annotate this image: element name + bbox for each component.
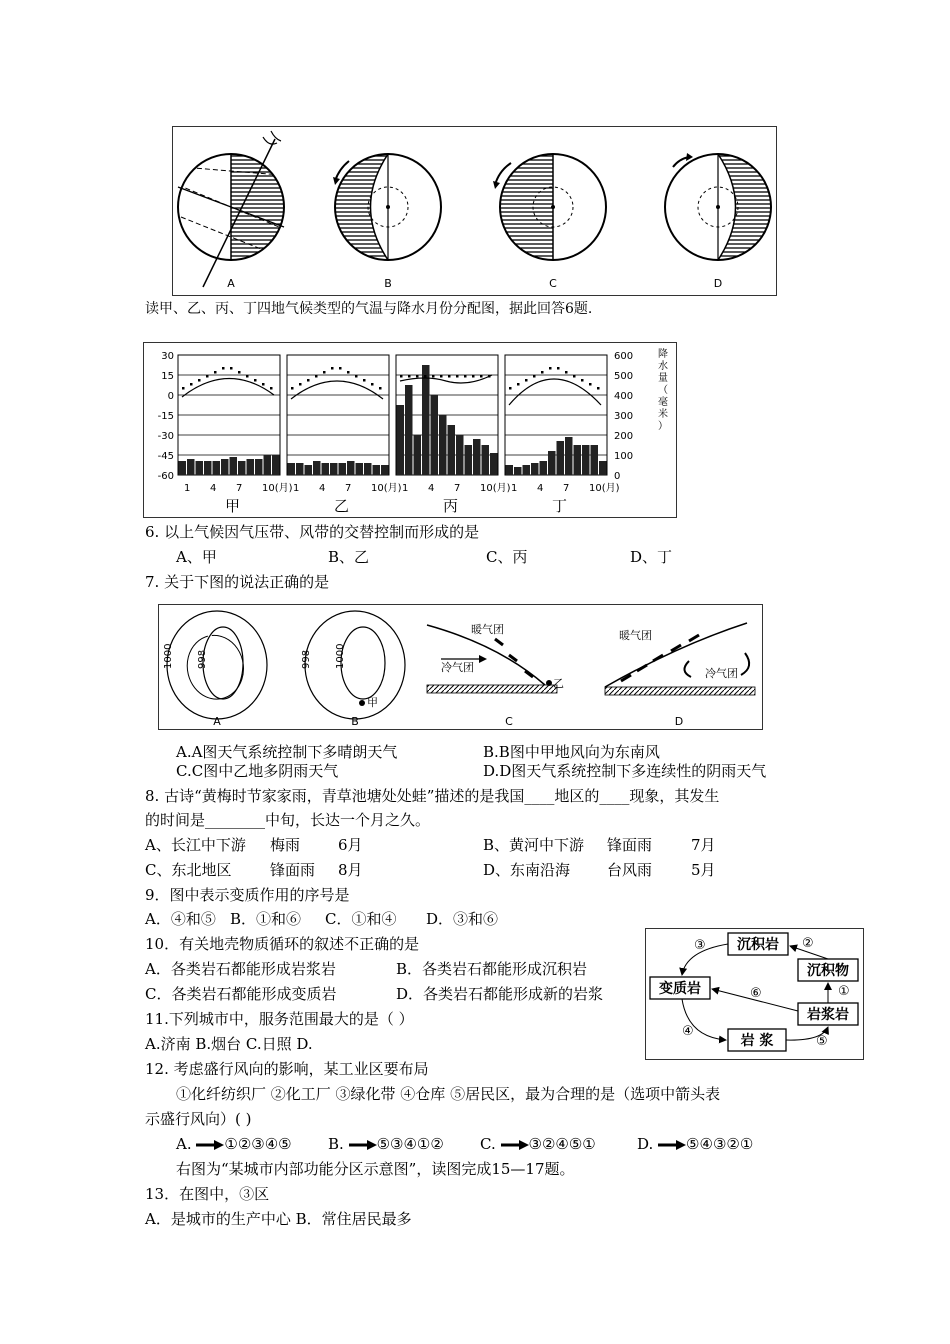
q7-option-d: D.D图天气系统控制下多连续性的阴雨天气 (483, 762, 767, 780)
precip-bar (582, 445, 590, 475)
precip-bar (288, 463, 296, 475)
isobar-label-998-b: 998 (301, 649, 312, 669)
label-a: A (227, 277, 235, 290)
temp-tick: 0 (167, 391, 174, 402)
precip-bar (272, 455, 280, 475)
q10-option-d: D．各类岩石都能形成新的岩浆 (396, 985, 604, 1003)
precip-bar (540, 461, 548, 475)
precip-bar (187, 459, 195, 475)
wind-arrow-icon (501, 1139, 529, 1151)
q12-option-d (637, 1135, 753, 1153)
month-tick: 1 (184, 483, 191, 494)
label-4: ④ (682, 1024, 694, 1039)
point-jia (359, 700, 365, 706)
precip-bar (557, 441, 565, 475)
month-tick: 4 (428, 483, 435, 494)
warm-air-label-c: 暖气团 (471, 623, 504, 636)
month-tick: 10(月) (262, 483, 293, 494)
q8-c-region: C、东北地区 (145, 861, 232, 879)
month-tick: 1 (293, 483, 300, 494)
precip-bar (448, 425, 456, 475)
q12-a-seq: ①②③④⑤ (224, 1135, 292, 1153)
month-tick: 4 (319, 483, 326, 494)
precip-bar (356, 463, 364, 475)
q10-option-b: B．各类岩石都能形成沉积岩 (396, 960, 588, 978)
month-tick: 10(月) (371, 483, 402, 494)
q7-option-b: B.B图中甲地风向为东南风 (483, 743, 660, 761)
q8-option-b (483, 836, 716, 854)
label-c: C (549, 277, 557, 290)
q9-option-a: A．④和⑤ (145, 910, 216, 928)
q7-option-a: A.A图天气系统控制下多晴朗天气 (176, 743, 398, 761)
climate-name: 丙 (443, 497, 459, 515)
intro-q15: 右图为“某城市内部功能分区示意图”，读图完成15—17题。 (176, 1160, 575, 1178)
point-yi (546, 680, 552, 686)
precip-bar (599, 461, 607, 475)
precip-bar (247, 459, 255, 475)
precip-bar (506, 465, 514, 475)
precip-bar (397, 405, 405, 475)
node-metamorphic-rock: 变质岩 (659, 981, 701, 997)
precip-bar (565, 437, 573, 475)
month-tick: 4 (210, 483, 217, 494)
q6-option-c: C、丙 (486, 548, 528, 566)
precip-bar (322, 463, 330, 475)
precip-bar (255, 459, 263, 475)
precip-bar (439, 415, 447, 475)
node-sediment: 沉积物 (807, 963, 849, 979)
month-tick: 7 (563, 483, 570, 494)
q8-b-type: 锋面雨 (607, 836, 653, 854)
precip-tick: 0 (614, 471, 621, 482)
precip-bar (313, 461, 321, 475)
precip-bar (230, 457, 238, 475)
month-tick: 4 (537, 483, 544, 494)
precip-bar (204, 461, 212, 475)
precip-tick: 100 (614, 451, 634, 462)
circle-d (665, 153, 771, 290)
label-2: ② (802, 936, 814, 951)
label-b: B (384, 277, 392, 290)
q12-stem: 12. 考虑盛行风向的影响，某工业区要布局 (145, 1060, 429, 1078)
q10-option-a: A．各类岩石都能形成岩浆岩 (145, 960, 336, 978)
precip-bar (431, 395, 439, 475)
temp-tick: -15 (157, 411, 174, 422)
q7-option-c: C.C图中乙地多阴雨天气 (176, 762, 339, 780)
circle-c (493, 147, 606, 290)
panel-a-label: A (213, 715, 221, 728)
precip-bar (196, 461, 204, 475)
weather-systems-figure (158, 604, 763, 730)
q13-options: A．是城市的生产中心 B．常住居民最多 (145, 1210, 412, 1228)
precip-bar (305, 465, 313, 475)
q6-option-b: B、乙 (328, 548, 370, 566)
precip-tick: 500 (614, 371, 634, 382)
climate-panel (287, 355, 402, 515)
wind-arrow-icon (196, 1139, 224, 1151)
q12-c-seq: ③②④⑤① (528, 1135, 596, 1153)
panel-b-label: B (351, 715, 359, 728)
precip-tick: 300 (614, 411, 634, 422)
precip-bar (347, 461, 355, 475)
q8-b-region: B、黄河中下游 (483, 836, 585, 854)
rock-cycle-figure (645, 928, 864, 1060)
q6-stem: 6. 以上气候因气压带、风带的交替控制而形成的是 (145, 523, 480, 541)
precip-bar (238, 461, 246, 475)
precip-tick: 200 (614, 431, 634, 442)
precip-bar (473, 439, 481, 475)
q9-option-b: B．①和⑥ (230, 910, 302, 928)
temp-tick: 15 (161, 371, 174, 382)
q11-stem: 11.下列城市中，服务范围最大的是（ ） (145, 1010, 414, 1028)
precip-bar (373, 465, 381, 475)
q8-c-type: 锋面雨 (270, 861, 316, 879)
precip-bar (405, 385, 413, 475)
precip-bar (465, 445, 473, 475)
cold-air-label-d: 冷气团 (705, 667, 738, 680)
q12-a-label: A. (176, 1135, 192, 1153)
earth-illumination-svg (173, 127, 776, 295)
month-tick: 1 (402, 483, 409, 494)
climate-panel (396, 355, 511, 515)
q6-option-d: D、丁 (630, 548, 673, 566)
q8-b-month: 7月 (691, 836, 716, 854)
precip-bar (548, 451, 556, 475)
month-tick: 10(月) (480, 483, 511, 494)
precip-bar (381, 465, 389, 475)
precip-bar (221, 459, 229, 475)
panel-c-front (427, 622, 564, 728)
precip-tick: 400 (614, 391, 634, 402)
temp-tick: 30 (161, 351, 174, 362)
precip-bar (490, 453, 498, 475)
q8-option-c (145, 861, 363, 879)
q8-a-type: 梅雨 (270, 836, 301, 854)
panel-a-isobars (163, 611, 267, 728)
climate-name: 丁 (552, 497, 568, 515)
q12-d-label: D. (637, 1135, 654, 1153)
precip-bar (531, 463, 539, 475)
warm-air-label-d: 暖气团 (619, 629, 652, 642)
precip-bar (364, 463, 372, 475)
precip-axis-label: 降水量（毫米） (658, 349, 668, 432)
month-tick: 7 (345, 483, 352, 494)
temp-tick: -60 (157, 471, 174, 482)
q8-d-month: 5月 (691, 861, 716, 879)
isobar-label-1000-b: 1000 (335, 643, 346, 669)
q12-option-b (328, 1135, 444, 1153)
q8-line2: 的时间是________中旬，长达一个月之久。 (145, 811, 431, 829)
q8-c-month: 8月 (338, 861, 363, 879)
right-axis-label (658, 347, 668, 432)
q8-d-region: D、东南沿海 (483, 861, 571, 879)
precip-bar (523, 465, 531, 475)
precip-bar (482, 445, 490, 475)
isobar-label-998: 998 (197, 649, 208, 669)
q9-stem: 9．图中表示变质作用的序号是 (145, 886, 350, 904)
precip-bar (456, 435, 464, 475)
precip-bar (339, 463, 347, 475)
q8-option-a (145, 836, 363, 854)
q12-c-label: C. (480, 1135, 496, 1153)
climate-panel (178, 355, 293, 515)
q9-option-c: C．①和④ (325, 910, 397, 928)
earth-illumination-figure (172, 126, 777, 296)
panel-d-label: D (674, 715, 684, 728)
temp-tick: -45 (157, 451, 174, 462)
climate-name: 乙 (334, 497, 350, 515)
precip-tick: 600 (614, 351, 634, 362)
panel-c-label: C (505, 715, 513, 728)
climate-charts-svg (144, 343, 676, 517)
label-d: D (713, 277, 723, 290)
node-igneous-rock: 岩浆岩 (807, 1007, 849, 1023)
q10-option-c: C．各类岩石都能形成变质岩 (145, 985, 337, 1003)
isobar-label-1000: 1000 (163, 643, 174, 669)
precip-bar (591, 445, 599, 475)
q8-option-d (483, 861, 716, 879)
q11-options: A.济南 B.烟台 C.日照 D. (145, 1035, 313, 1053)
month-tick: 10(月) (589, 483, 620, 494)
circle-a (178, 131, 291, 290)
month-tick: 1 (511, 483, 518, 494)
intro-q6: 读甲、乙、丙、丁四地气候类型的气温与降水月份分配图，据此回答6题. (145, 301, 593, 317)
circle-b (333, 154, 441, 290)
cold-air-label-c: 冷气团 (441, 661, 474, 674)
q8-a-region: A、长江中下游 (145, 836, 246, 854)
precip-bar (514, 467, 522, 475)
precip-bar (296, 463, 304, 475)
q8-line1: 8. 古诗“黄梅时节家家雨，青草池塘处处蛙”描述的是我国____地区的____现象，其发生 (145, 787, 720, 805)
climate-charts-figure (143, 342, 677, 518)
panel-b-isobars (301, 611, 405, 728)
q12-option-a (176, 1135, 292, 1153)
month-tick: 7 (454, 483, 461, 494)
q12-items: ①化纤纺织厂 ②化工厂 ③绿化带 ④仓库 ⑤居民区，最为合理的是（选项中箭头表 (176, 1085, 721, 1103)
temp-tick: -30 (157, 431, 174, 442)
q8-d-type: 台风雨 (607, 861, 653, 879)
precip-bar (264, 455, 272, 475)
precip-bar (179, 461, 187, 475)
label-5: ⑤ (816, 1034, 828, 1049)
precip-bar (574, 445, 582, 475)
climate-name: 甲 (225, 497, 241, 515)
month-tick: 7 (236, 483, 243, 494)
point-jia-label: 甲 (367, 696, 378, 709)
point-yi-label: 乙 (553, 677, 564, 690)
q12-b-label: B. (328, 1135, 344, 1153)
q12-b-seq: ⑤③④①② (376, 1135, 444, 1153)
label-3: ③ (694, 938, 706, 953)
precip-bar (422, 365, 430, 475)
precip-bar (330, 463, 338, 475)
label-1: ① (838, 984, 850, 999)
weather-systems-svg (159, 605, 762, 729)
node-magma: 岩 浆 (740, 1033, 774, 1049)
label-6: ⑥ (750, 986, 762, 1001)
climate-panel (505, 355, 620, 515)
q12-d-seq: ⑤④③②① (686, 1135, 754, 1153)
q12-option-c (480, 1135, 596, 1153)
q6-option-a: A、甲 (176, 548, 217, 566)
q10-stem: 10．有关地壳物质循环的叙述不正确的是 (145, 935, 420, 953)
q13-stem: 13．在图中，③区 (145, 1185, 270, 1203)
node-sedimentary-rock: 沉积岩 (737, 937, 779, 953)
precip-bar (213, 461, 221, 475)
panel-d-front (605, 623, 755, 728)
wind-arrow-icon (349, 1139, 377, 1151)
q8-a-month: 6月 (338, 836, 363, 854)
q7-stem: 7. 关于下图的说法正确的是 (145, 573, 330, 591)
rock-cycle-svg (646, 929, 863, 1059)
q12-cont: 示盛行风向）( ) (145, 1110, 252, 1128)
wind-arrow-icon (658, 1139, 686, 1151)
q9-option-d: D．③和⑥ (426, 910, 499, 928)
precip-bar (414, 435, 422, 475)
